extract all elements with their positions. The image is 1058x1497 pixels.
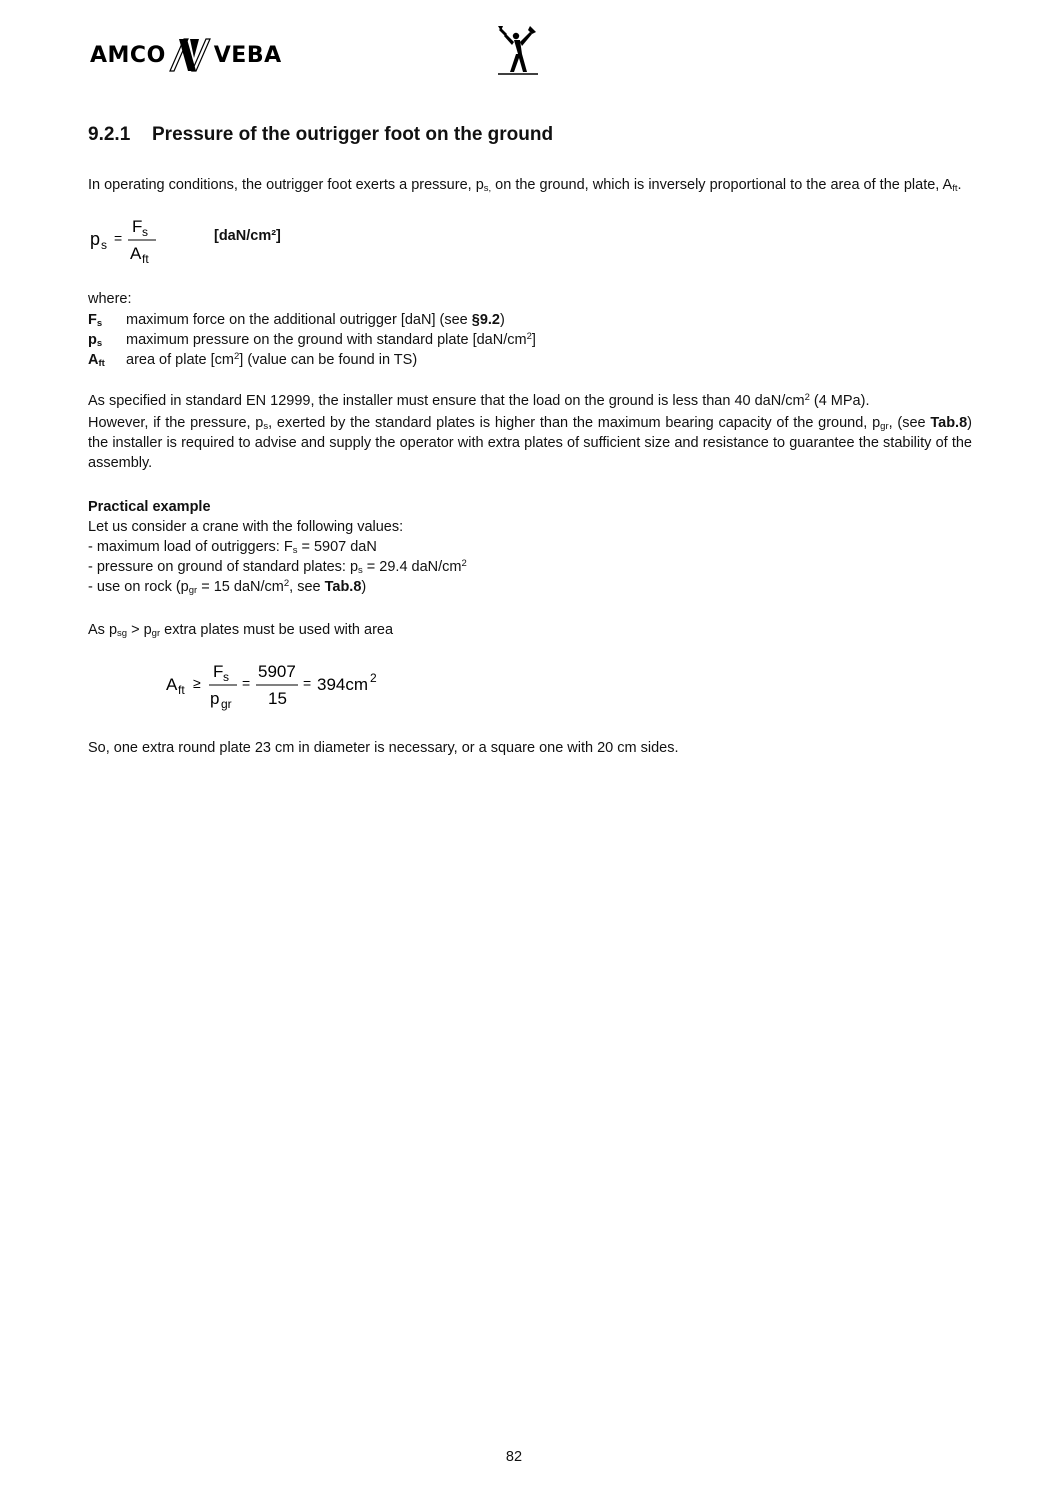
f1-den-sub: ft xyxy=(142,252,149,266)
section-heading xyxy=(88,124,553,146)
definition-symbol: $p_s$ xyxy=(88,332,103,349)
example-line-pressure: - pressure on ground of standard plates: $p_s = 29.4$ daN/$cm^2$ xyxy=(88,558,467,576)
example-intro: Let us consider a crane with the following values: xyxy=(88,519,404,535)
f2-lhs: A xyxy=(166,675,178,694)
however-paragraph: However, if the pressure, $p_s$, exerted by the standard plates is higher than the maximum bearing capacity of the ground, $p_{gr}$, (see Tab.8) the installer is required to advise and supply the operator with extra plates of sufficient size and resistance to guarantee the stability of the assembly. xyxy=(88,415,972,471)
section-number: 9.2.1 xyxy=(88,124,131,145)
definition-text: maximum force on the additional outrigger [daN] (see §9.2) xyxy=(126,312,505,328)
where-label: where: xyxy=(88,291,132,307)
logo-text-veba: VEBA xyxy=(213,42,282,68)
f2-eq2: = xyxy=(303,675,312,691)
f2-result-sup: 2 xyxy=(370,671,377,685)
f2-den2: 15 xyxy=(268,689,287,708)
section-title: Pressure of the outrigger foot on the ground xyxy=(152,124,554,145)
f1-den: A xyxy=(130,244,142,263)
intro-text-1: In operating conditions, the outrigger foot exerts a pressure, p xyxy=(88,177,484,193)
definition-symbol: $F_s$ xyxy=(88,312,103,329)
logo-text-amco: AMCO xyxy=(90,42,166,68)
formula-unit: [daN/cm²] xyxy=(214,228,281,244)
standard-paragraph: As specified in standard EN 12999, the installer must ensure that the load on the ground is less than 40 daN/$cm^2$ (4 MPa). xyxy=(88,392,870,409)
f2-lhs-sub: ft xyxy=(178,683,185,697)
intro-aft-sub: ft xyxy=(952,183,958,194)
f2-result: 394cm xyxy=(317,675,369,694)
conclusion-paragraph: So, one extra round plate 23 cm in diameter is necessary, or a square one with 20 cm sides. xyxy=(88,740,679,756)
comparison-line: As $p_{sg} > p_{gr}$ extra plates must be used with area xyxy=(88,622,394,639)
f1-lhs-sub: s xyxy=(101,238,107,252)
definition-row-fs xyxy=(88,310,536,330)
example-title: Practical example xyxy=(88,499,211,515)
f2-num1-sub: s xyxy=(223,670,229,684)
page-number: 82 xyxy=(505,1449,523,1465)
company-logo xyxy=(90,38,282,72)
intro-text-2: on the ground, which is inversely proportional to the area of the plate, A xyxy=(491,177,953,193)
intro-text-3: . xyxy=(957,177,962,193)
definition-list xyxy=(88,310,536,370)
f1-lhs: p xyxy=(90,229,101,249)
intro-paragraph xyxy=(88,175,988,195)
definition-symbol: $A_{ft}$ xyxy=(88,352,105,369)
area-formula xyxy=(160,652,400,716)
definition-row-aft xyxy=(88,350,536,370)
f1-eq: = xyxy=(114,230,123,246)
logo-mark-icon xyxy=(168,38,212,72)
f2-den1: p xyxy=(210,689,220,708)
f2-den1-sub: gr xyxy=(221,697,232,711)
definition-row-ps xyxy=(88,330,536,350)
example-line-rock: - use on rock ($p_{gr} = 15$ daN/$cm^2$, see Tab.8) xyxy=(88,578,367,596)
f2-num2: 5907 xyxy=(258,662,296,681)
definition-text: maximum pressure on the ground with standard plate $[daN/cm^2]$ xyxy=(126,331,536,348)
f1-num: F xyxy=(132,217,143,236)
practical-example xyxy=(88,497,988,597)
f1-num-sub: s xyxy=(142,225,148,239)
f2-num1: F xyxy=(213,662,224,681)
f2-eq1: = xyxy=(242,675,251,691)
intro-ps-sub: s, xyxy=(483,183,492,194)
example-line-load: - maximum load of outriggers: $F_s = 5907$ daN xyxy=(88,539,377,556)
definition-text: area of plate $[cm^2]$ (value can be found in TS) xyxy=(126,351,418,368)
f2-geq: ≥ xyxy=(193,675,201,691)
worker-figure-icon xyxy=(492,22,542,76)
